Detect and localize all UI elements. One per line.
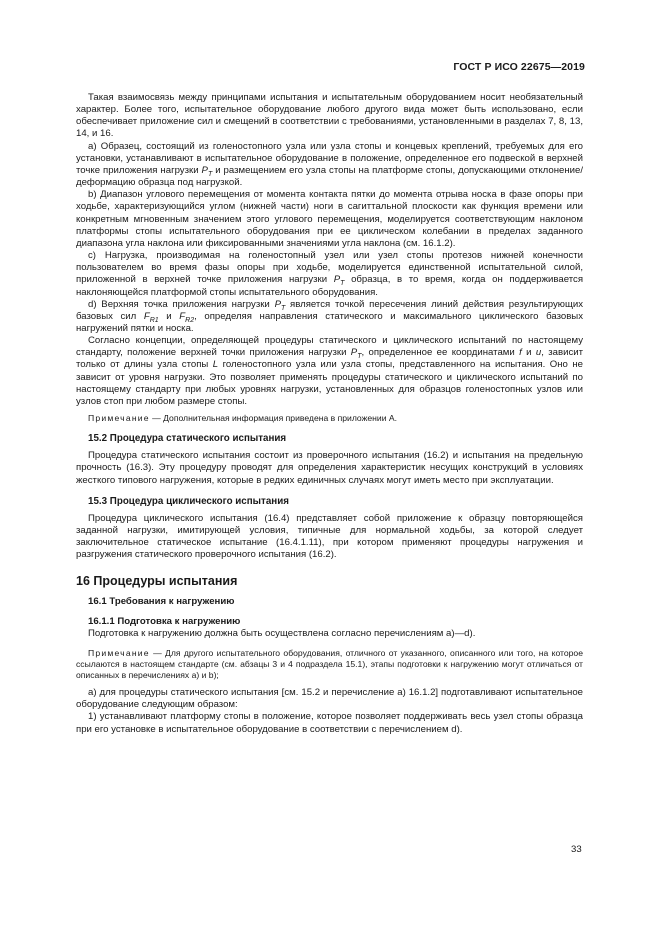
- heading-15-2: 15.2 Процедура статического испытания: [88, 433, 287, 445]
- heading-16-1-1: 16.1.1 Подготовка к нагружению: [88, 615, 241, 627]
- paragraph-15-3: Процедура циклического испытания (16.4) представляет собой приложение к образцу повторяющейся заданной нагрузки, имитирующей условия, типичные для нормальной ходьбы, за которой следует заключительное статическое испытание (16.4.1.11), при котором применяют процедуры нагружения и разгружения статического проверочного испытания (16.2).: [76, 512, 583, 561]
- document-id-header: ГОСТ Р ИСО 22675—2019: [453, 61, 585, 73]
- page-content: [76, 92, 583, 736]
- list-item-a: а) Образец, состоящий из голеностопного узла или узла стопы и концевых креплений, требуемых для его установки, устанавливают в испытательное оборудование в положение, определенное его подвеской в верхней точке приложения нагрузки $P_T$ и размещением его узла стопы на платформе стопы, допускающими отклонение/деформацию образца под нагрузкой.: [76, 140, 583, 189]
- note-other-equipment: Примечание — Для другого испытательного оборудования, отличного от указанного, описанного или того, на которое ссылаются в настоящем стандарте (см. абзацы 3 и 4 подраздела 15.1), этапы подготовки к нагружению могут отличаться от описанных в перечислениях а) и b);: [76, 648, 583, 681]
- paragraph-intro: Такая взаимосвязь между принципами испытания и испытательным оборудованием носит необязательный характер. Более того, испытательное оборудование любого другого вида может быть использовано, если обеспечивает приложение сил и смещений в соответствии с требованиями, установленными в разделах 7, 8, 13, 14, и 16.: [76, 92, 583, 140]
- heading-15-3: 15.3 Процедура циклического испытания: [88, 495, 289, 507]
- heading-16: 16 Процедуры испытания: [76, 574, 238, 589]
- note-annex-a: Примечание — Дополнительная информация приведена в приложении А.: [88, 413, 398, 424]
- list-item-a-static: а) для процедуры статического испытания [см. 15.2 и перечисление а) 16.1.2] подготавливают испытательное оборудование следующим образом:: [76, 687, 583, 711]
- list-item-b: b) Диапазон углового перемещения от момента контакта пятки до момента отрыва носка в фазе опоры при ходьбе, характеризующийся углом (нижней части) ноги в сагиттальной плоскости как функция времени или конкретным мгновенным значением этого углового перемещения, моделируется соответствующим наклоном платформы стопы испытательного оборудования при ее циклическом колебании в пределах заданного диапазона угла наклона или фиксированными значениями угла наклона (см. 16.1.2).: [76, 189, 583, 249]
- paragraph-15-2: Процедура статического испытания состоит из проверочного испытания (16.2) и испытания на предельную прочность (16.3). Эту процедуру проводят для определения характеристик несущих конструкций в условиях жесткого типового нагружения, которые в редких единичных случаях могут иметь место при эксплуатации.: [76, 450, 583, 486]
- heading-16-1: 16.1 Требования к нагружению: [88, 595, 235, 607]
- paragraph-concept: Согласно концепции, определяющей процедуры статического и циклического испытаний по настоящему стандарту, положение верхней точки приложения нагрузки $P_T$, определенное ее координатами f и u, зависит только от длины узла стопы L голеностопного узла или узла стопы, представленного на испытания. Оно не зависит от уровня нагрузки. Это позволяет применять процедуры статического и циклического испытаний по настоящему стандарту при любых уровнях нагрузки, установленных для образцов голеностопных узлов или узлов стоп при любом размере стопы.: [76, 335, 583, 407]
- list-item-c: c) Нагрузка, производимая на голеностопный узел или узел стопы протезов нижней конечности пользователем во время фазы опоры при ходьбе, моделируется единственной испытательной силой, приложенной в верхней точке приложения нагрузки $P_T$ образца, в то время, когда он поддерживается наклоняющейся платформой стопы испытательного оборудования.: [76, 250, 584, 298]
- page-number: 33: [571, 844, 582, 855]
- paragraph-16-1-1: Подготовка к нагружению должна быть осуществлена согласно перечислениям а)—d).: [88, 627, 476, 639]
- list-item-a-1: 1) устанавливают платформу стопы в положение, которое позволяет поддерживать весь узел стопы образца при его установке в испытательное оборудование в соответствии с перечислением d).: [76, 711, 583, 735]
- list-item-d: d) Верхняя точка приложения нагрузки $P_T$ является точкой пересечения линий действия результирующих базовых сил $F_{R1}$ и $F_{R2}$, определяя направления статического и максимального циклического базовых нагружений пятки и носка.: [76, 298, 583, 334]
